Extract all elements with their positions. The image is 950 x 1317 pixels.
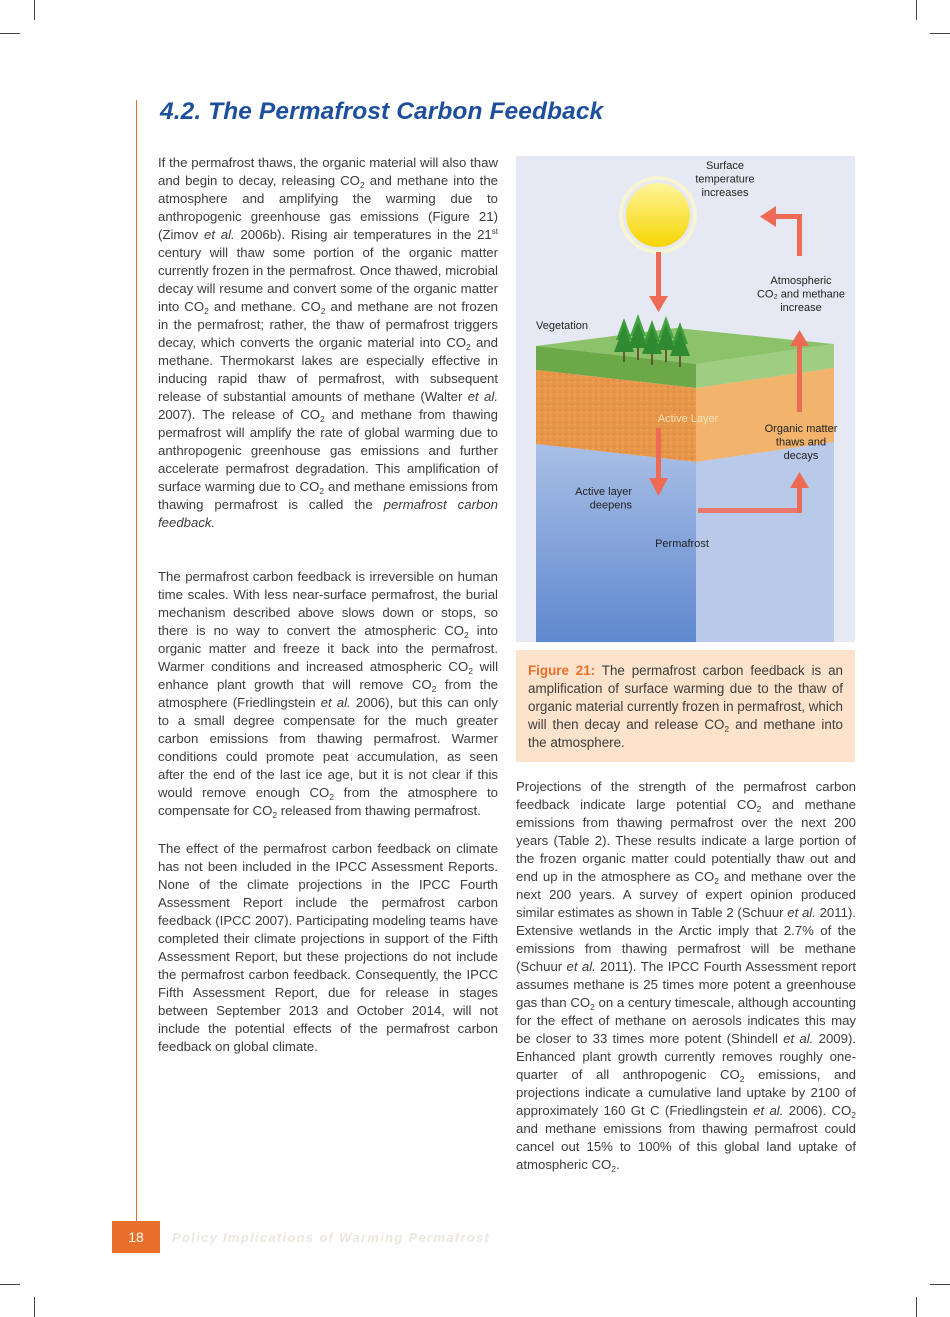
label-surface-2: temperature [695, 173, 755, 186]
label-active-layer: Active Layer [657, 413, 719, 425]
crop-mark [0, 33, 20, 34]
label-deepens-2: deepens [589, 499, 632, 512]
running-title: Policy Implications of Warming Permafrost [172, 1230, 491, 1245]
figure-caption: Figure 21: The permafrost carbon feedback is an amplification of surface warming due to the thaw of organic material currently frozen in permafrost, which will then decay and release $CO_2$ and methane into the atmosphere. [516, 650, 855, 762]
label-surface-1: Surface [706, 160, 744, 172]
crop-mark [34, 0, 35, 20]
label-permafrost: Permafrost [655, 538, 709, 550]
margin-rule [136, 100, 137, 1230]
crop-mark [930, 1284, 950, 1285]
label-organic-1: Organic matter [764, 423, 838, 435]
label-surface-3: increases [701, 187, 749, 199]
crop-mark [0, 1284, 20, 1285]
crop-mark [916, 1297, 917, 1317]
caption-text: The permafrost carbon feedback is an amplification of surface warming due to the thaw of organic material currently frozen in permafrost, which will then decay and release CO [528, 663, 843, 732]
crop-mark [916, 0, 917, 20]
feedback-diagram [516, 156, 855, 642]
sun-icon [626, 183, 690, 247]
label-vegetation: Vegetation [536, 320, 588, 332]
label-atmospheric-3: increase [780, 302, 822, 314]
figure-label: Figure 21: [528, 663, 596, 678]
figure-21-diagram [516, 156, 855, 642]
label-organic-3: decays [783, 450, 819, 462]
body-paragraph-3: The effect of the permafrost carbon feedback on climate has not been included in the IPCC Assessment Reports. None of the climate projections in the IPCC Fourth Assessment Report include the permafrost carbon feedback (IPCC 2007). Participating modeling teams have completed their climate projections in support of the Fifth Assessment Report, but these projections do not include the permafrost carbon feedback. Consequently, the IPCC Fifth Assessment Report, due for release in stages between September 2013 and October 2014, will not include the potential effects of the permafrost carbon feedback on global climate. [158, 841, 498, 1054]
crop-mark [930, 33, 950, 34]
caption-text-end: and methane into the atmosphere. [528, 717, 843, 750]
page-number: 18 [112, 1221, 160, 1253]
label-atmospheric-1: Atmospheric [770, 275, 832, 287]
label-organic-2: thaws and [775, 436, 827, 449]
section-title: 4.2. The Permafrost Carbon Feedback [160, 98, 604, 125]
arrow-atmosphere-to-temperature [760, 206, 802, 256]
body-paragraph-4: Projections of the strength of the permafrost carbon feedback indicate large potential $CO_2$ and methane emissions from thawing permafrost over the next 200 years (Table 2). These results indicate a large portion of the frozen organic matter could potentially thaw out and end up in the atmosphere as $CO_2$ and methane over the next 200 years. A survey of expert opinion produced similar estimates as shown in Table 2 (Schuur et al. 2011). Extensive wetlands in the Arctic imply that 2.7% of the emissions from thawing permafrost will be methane (Schuur et al. 2011). The IPCC Fourth Assessment report assumes methane is 25 times more potent a greenhouse gas than $CO_2$ on a century timescale, although accounting for the effect of methane on aerosols indicates this may be closer to 33 times more potent (Shindell et al. 2009). Enhanced plant growth currently removes roughly one-quarter of all anthropogenic $CO_2$ emissions, and projections indicate a cumulative land uptake by 2100 of approximately 160 Gt C (Friedlingstein et al. 2006). $CO_2$ and methane emissions from thawing permafrost could cancel out 15% to 100% of this global land uptake of atmospheric $CO_2$. [516, 779, 857, 1174]
crop-mark [34, 1297, 35, 1317]
arrow-sun-to-ground [649, 252, 668, 312]
label-deepens-1: Active layer [575, 486, 632, 498]
label-atmospheric-2: CO₂ and methane [756, 288, 846, 301]
body-paragraph-2: The permafrost carbon feedback is irreversible on human time scales. With less near-surface permafrost, the burial mechanism described above slows down or stops, so there is no way to convert the atmospheric $CO_2$ into organic matter and freeze it back into the permafrost. Warmer conditions and increased atmospheric $CO_2$ will enhance plant growth that will remove $CO_2$ from the atmosphere (Friedlingstein et al. 2006), but this can only to a small degree compensate for the much greater carbon emissions from thawing permafrost. Warmer conditions could promote peat accumulation, as seen after the end of the last ice age, but it is not clear if this would remove enough $CO_2$ from the atmosphere to compensate for $CO_2$ released from thawing permafrost. [158, 569, 498, 820]
body-paragraph-1: If the permafrost thaws, the organic material will also thaw and begin to decay, releasing $CO_2$ and methane into the atmosphere and amplifying the warming due to anthropogenic greenhouse gas emissions (Figure 21) (Zimov et al. 2006b). Rising air temperatures in the 21st century will thaw some portion of the organic matter currently frozen in the permafrost. Once thawed, microbial decay will resume and convert some of the organic matter into $CO_2$ and methane. $CO_2$ and methane are not frozen in the permafrost; rather, the thaw of permafrost triggers decay, which converts the organic material into $CO_2$ and methane. Thermokarst lakes are especially effective in inducing rapid thaw of permafrost, with subsequent release of substantial amounts of methane (Walter et al. 2007). The release of $CO_2$ and methane from thawing permafrost will amplify the rate of global warming due to anthropogenic greenhouse gas emissions and further accelerate permafrost degradation. This amplification of surface warming due to $CO_2$ and methane emissions from thawing permafrost is called the permafrost carbon feedback. [158, 155, 499, 530]
